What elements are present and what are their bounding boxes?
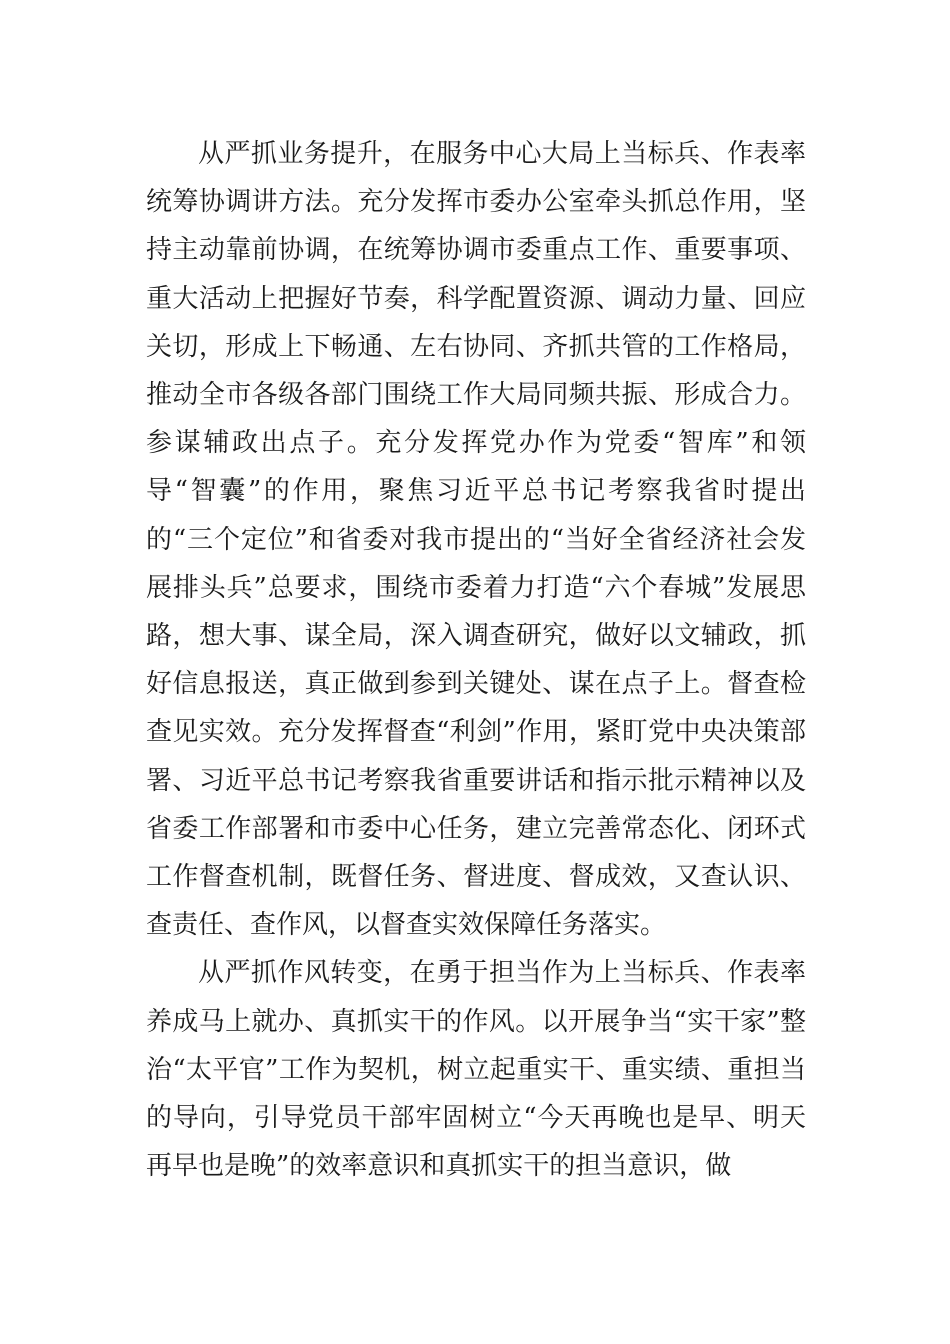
document-body: [146, 130, 806, 1190]
paragraph-business-improvement: 从严抓业务提升，在服务中心大局上当标兵、作表率统筹协调讲方法。充分发挥市委办公室牵头抓总作用，坚持主动靠前协调，在统筹协调市委重点工作、重要事项、重大活动上把握好节奏，科学配置资源、调动力量、回应关切，形成上下畅通、左右协同、齐抓共管的工作格局，推动全市各级各部门围绕工作大局同频共振、形成合力。参谋辅政出点子。充分发挥党办作为党委“智库”和领导“智囊”的作用，聚焦习近平总书记考察我省时提出的“三个定位”和省委对我市提出的“当好全省经济社会发展排头兵”总要求，围绕市委着力打造“六个春城”发展思路，想大事、谋全局，深入调查研究，做好以文辅政，抓好信息报送，真正做到参到关键处、谋在点子上。督查检查见实效。充分发挥督查“利剑”作用，紧盯党中央决策部署、习近平总书记考察我省重要讲话和指示批示精神以及省委工作部署和市委中心任务，建立完善常态化、闭环式工作督查机制，既督任务、督进度、督成效，又查认识、查责任、查作风，以督查实效保障任务落实。: [146, 139, 806, 941]
paragraph-work-style: 从严抓作风转变，在勇于担当作为上当标兵、作表率养成马上就办、真抓实干的作风。以开展争当“实干家”整治“太平官”工作为契机，树立起重实干、重实绩、重担当的导向，引导党员干部牢固树立“今天再晚也是早、明天再早也是晚”的效率意识和真抓实干的担当意识，做: [146, 958, 806, 1182]
